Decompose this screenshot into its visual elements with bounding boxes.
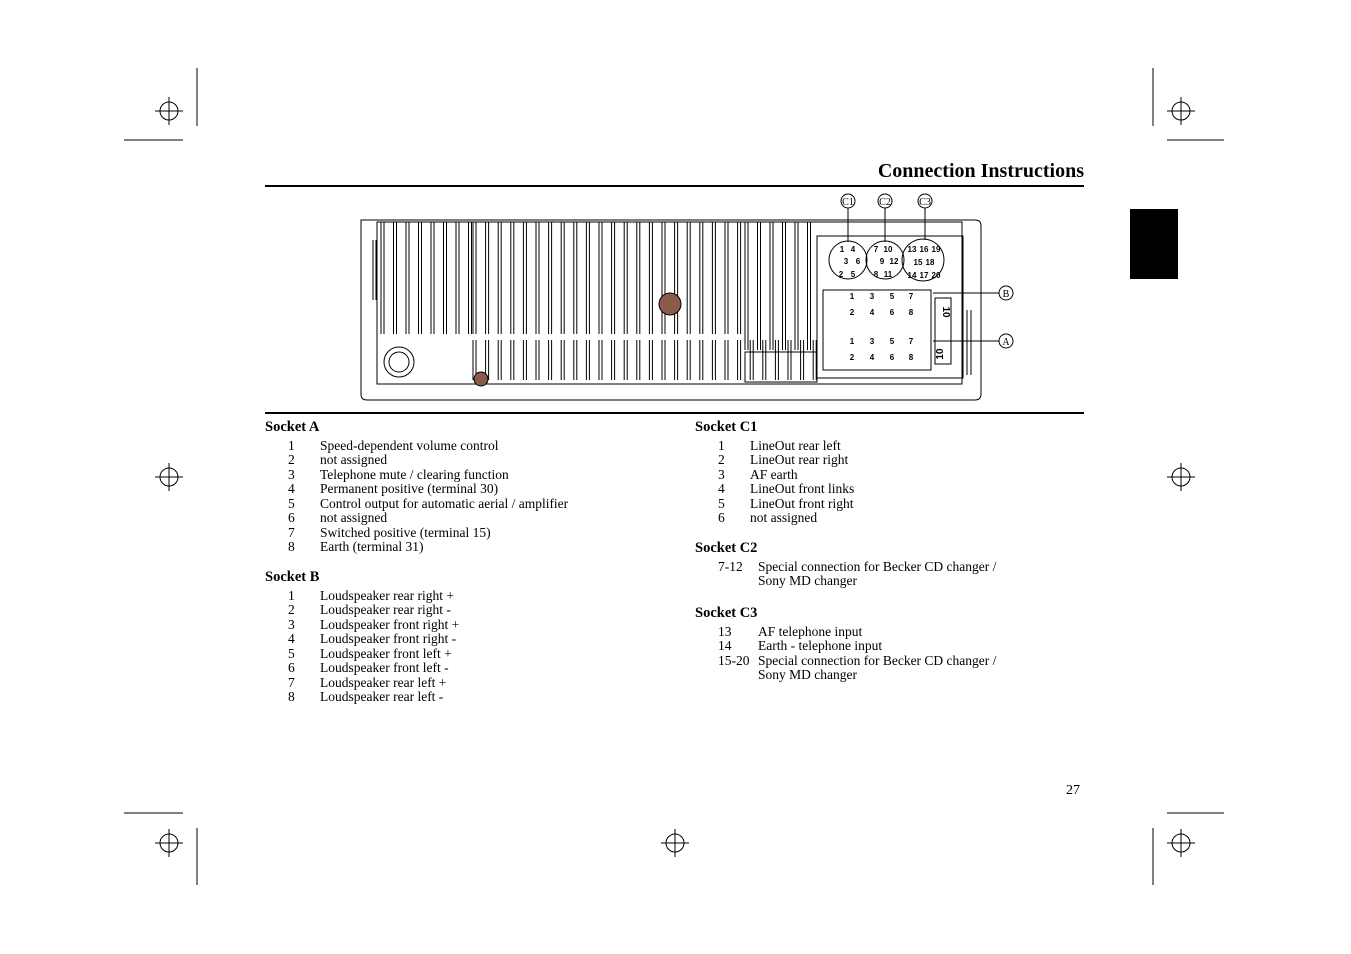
pin-function: Loudspeaker rear left - (320, 689, 444, 704)
c3-pin: 14 (907, 271, 917, 280)
b-pin: 2 (849, 308, 855, 317)
header-rule (265, 185, 1084, 187)
socket-a-heading: Socket A (265, 419, 320, 435)
c3-pin: 16 (919, 245, 929, 254)
pin-assignment-row (265, 690, 459, 705)
pin-assignment-row (695, 482, 854, 497)
pin-assignment-row (265, 647, 459, 662)
socket-c2-section (695, 541, 996, 589)
pin-number: 3 (288, 616, 295, 632)
pin-assignment-row (265, 603, 459, 618)
c2-pin: 7 (873, 245, 879, 254)
c1-pin: 4 (850, 245, 856, 254)
pin-assignment-row (265, 497, 568, 512)
pin-number: 13 (718, 623, 732, 639)
pin-assignment-row (265, 589, 459, 604)
pin-number: 2 (288, 602, 295, 617)
c2-pin: 10 (883, 245, 893, 254)
pin-assignment-row (695, 511, 854, 526)
a-pin: 7 (908, 337, 914, 346)
section-rule (265, 412, 1084, 414)
fuse-label: 10 (940, 306, 951, 318)
pin-function: LineOut front links (750, 481, 855, 496)
pin-number: 4 (288, 631, 295, 646)
pin-number: 2 (718, 452, 725, 467)
pin-assignment-row (695, 497, 854, 512)
pin-number: 1 (288, 437, 295, 453)
pin-number: 4 (288, 481, 295, 496)
pin-function: Loudspeaker rear right + (320, 587, 454, 603)
pin-number: 7-12 (718, 558, 743, 574)
pin-number: 6 (718, 510, 725, 525)
pin-function: Control output for automatic aerial / amplifier (320, 495, 569, 511)
pin-function: Loudspeaker rear left + (320, 674, 447, 690)
pin-function: Earth - telephone input (758, 638, 883, 653)
pin-function: Special connection for Becker CD changer / (758, 558, 997, 574)
pin-function: Loudspeaker front left - (320, 660, 449, 675)
pin-number: 5 (718, 495, 725, 511)
pin-function: Earth (terminal 31) (320, 539, 424, 554)
pin-assignment-row (265, 453, 568, 468)
c3-pin: 15 (913, 258, 923, 267)
pin-number: 8 (288, 689, 295, 704)
c3-pin: 13 (907, 245, 917, 254)
callout-c3: C3 (919, 197, 931, 208)
socket-c1-section (695, 420, 854, 526)
pin-function: LineOut rear left (750, 437, 841, 453)
pin-assignment-row (265, 618, 459, 633)
pin-function: Speed-dependent volume control (320, 437, 499, 453)
fuse-label: 10 (935, 348, 946, 360)
b-pin: 3 (869, 292, 875, 301)
socket-c1-heading: Socket C1 (695, 419, 758, 435)
socket-b-heading: Socket B (265, 569, 320, 585)
pin-number (695, 668, 758, 683)
a-pin: 2 (849, 353, 855, 362)
pin-assignment-row (265, 482, 568, 497)
a-pin: 6 (889, 353, 895, 362)
pin-assignment-row (695, 560, 996, 575)
pin-assignment-row (265, 632, 459, 647)
pin-number: 3 (288, 466, 295, 482)
c2-pin: 9 (879, 257, 885, 266)
pin-number: 4 (718, 481, 725, 496)
callout-b: B (1002, 289, 1010, 300)
pin-function: Loudspeaker front right + (320, 616, 460, 632)
page-title: Connection Instructions (877, 160, 1084, 182)
pin-number: 7 (288, 674, 295, 690)
a-pin: 3 (869, 337, 875, 346)
pin-assignment-row (265, 511, 568, 526)
pin-function: AF earth (750, 466, 798, 482)
b-pin: 1 (849, 292, 855, 301)
pin-number: 5 (288, 645, 295, 661)
c2-pin: 11 (883, 270, 893, 279)
pin-function: Sony MD changer (758, 667, 857, 682)
pin-number: 14 (718, 638, 732, 653)
pin-function: not assigned (750, 510, 818, 525)
pin-assignment-row (695, 625, 996, 640)
pin-assignment-row (265, 540, 568, 555)
b-pin: 8 (908, 308, 914, 317)
thumb-index-tab (1130, 209, 1178, 279)
socket-b-section (265, 570, 459, 705)
callout-c1: C1 (842, 197, 854, 208)
pin-assignment-row (695, 439, 854, 454)
page-number: 27 (1066, 783, 1080, 798)
pin-number: 3 (718, 466, 725, 482)
pin-assignment-row (695, 574, 996, 589)
pin-function: Permanent positive (terminal 30) (320, 481, 499, 496)
pin-function: not assigned (320, 452, 388, 467)
pin-number: 2 (288, 452, 295, 467)
pin-number (695, 574, 758, 589)
callout-a: A (1002, 337, 1010, 348)
c1-pin: 6 (855, 257, 861, 266)
socket-c2-heading: Socket C2 (695, 540, 758, 556)
b-pin: 7 (908, 292, 914, 301)
pin-function: Special connection for Becker CD changer / (758, 652, 997, 668)
pin-number: 1 (288, 587, 295, 603)
socket-c3-section (695, 606, 996, 683)
b-pin: 5 (889, 292, 895, 301)
c1-pin: 1 (839, 245, 845, 254)
socket-c3-heading: Socket C3 (695, 605, 758, 621)
pin-number: 1 (718, 437, 725, 453)
c1-pin: 3 (843, 257, 849, 266)
a-pin: 1 (849, 337, 855, 346)
a-pin: 8 (908, 353, 914, 362)
callout-c2: C2 (879, 197, 891, 208)
b-pin: 6 (889, 308, 895, 317)
b-pin: 4 (869, 308, 875, 317)
rear-panel-diagram (355, 190, 1095, 410)
pin-assignment-row (695, 453, 854, 468)
pin-assignment-row (265, 468, 568, 483)
c2-pin: 8 (873, 270, 879, 279)
pin-assignment-row (265, 676, 459, 691)
pin-number: 6 (288, 510, 295, 525)
pin-assignment-row (695, 654, 996, 669)
pin-function: not assigned (320, 510, 388, 525)
pin-function: Loudspeaker rear right - (320, 602, 451, 617)
pin-function: LineOut front right (750, 495, 854, 511)
pin-assignment-row (265, 661, 459, 676)
pin-function: AF telephone input (758, 623, 863, 639)
a-pin: 4 (869, 353, 875, 362)
c3-pin: 17 (919, 271, 929, 280)
c1-pin: 2 (838, 270, 844, 279)
pin-number: 6 (288, 660, 295, 675)
pin-assignment-row (695, 639, 996, 654)
c3-pin: 19 (931, 245, 941, 254)
c1-pin: 5 (850, 270, 856, 279)
pin-assignment-row (265, 526, 568, 541)
pin-function: Telephone mute / clearing function (320, 466, 509, 482)
pin-function: Loudspeaker front left + (320, 645, 452, 661)
c3-pin: 20 (931, 271, 941, 280)
socket-a-section (265, 420, 568, 555)
pin-number: 7 (288, 524, 295, 540)
pin-number: 15-20 (718, 652, 750, 668)
pin-function: Loudspeaker front right - (320, 631, 457, 646)
c2-pin: 12 (889, 257, 899, 266)
pin-function: LineOut rear right (750, 452, 849, 467)
pin-assignment-row (265, 439, 568, 454)
pin-number: 5 (288, 495, 295, 511)
pin-assignment-row (695, 468, 854, 483)
a-pin: 5 (889, 337, 895, 346)
pin-number: 8 (288, 539, 295, 554)
pin-function: Sony MD changer (758, 573, 857, 588)
pin-function: Switched positive (terminal 15) (320, 524, 491, 540)
c3-pin: 18 (925, 258, 935, 267)
pin-assignment-row (695, 668, 996, 683)
